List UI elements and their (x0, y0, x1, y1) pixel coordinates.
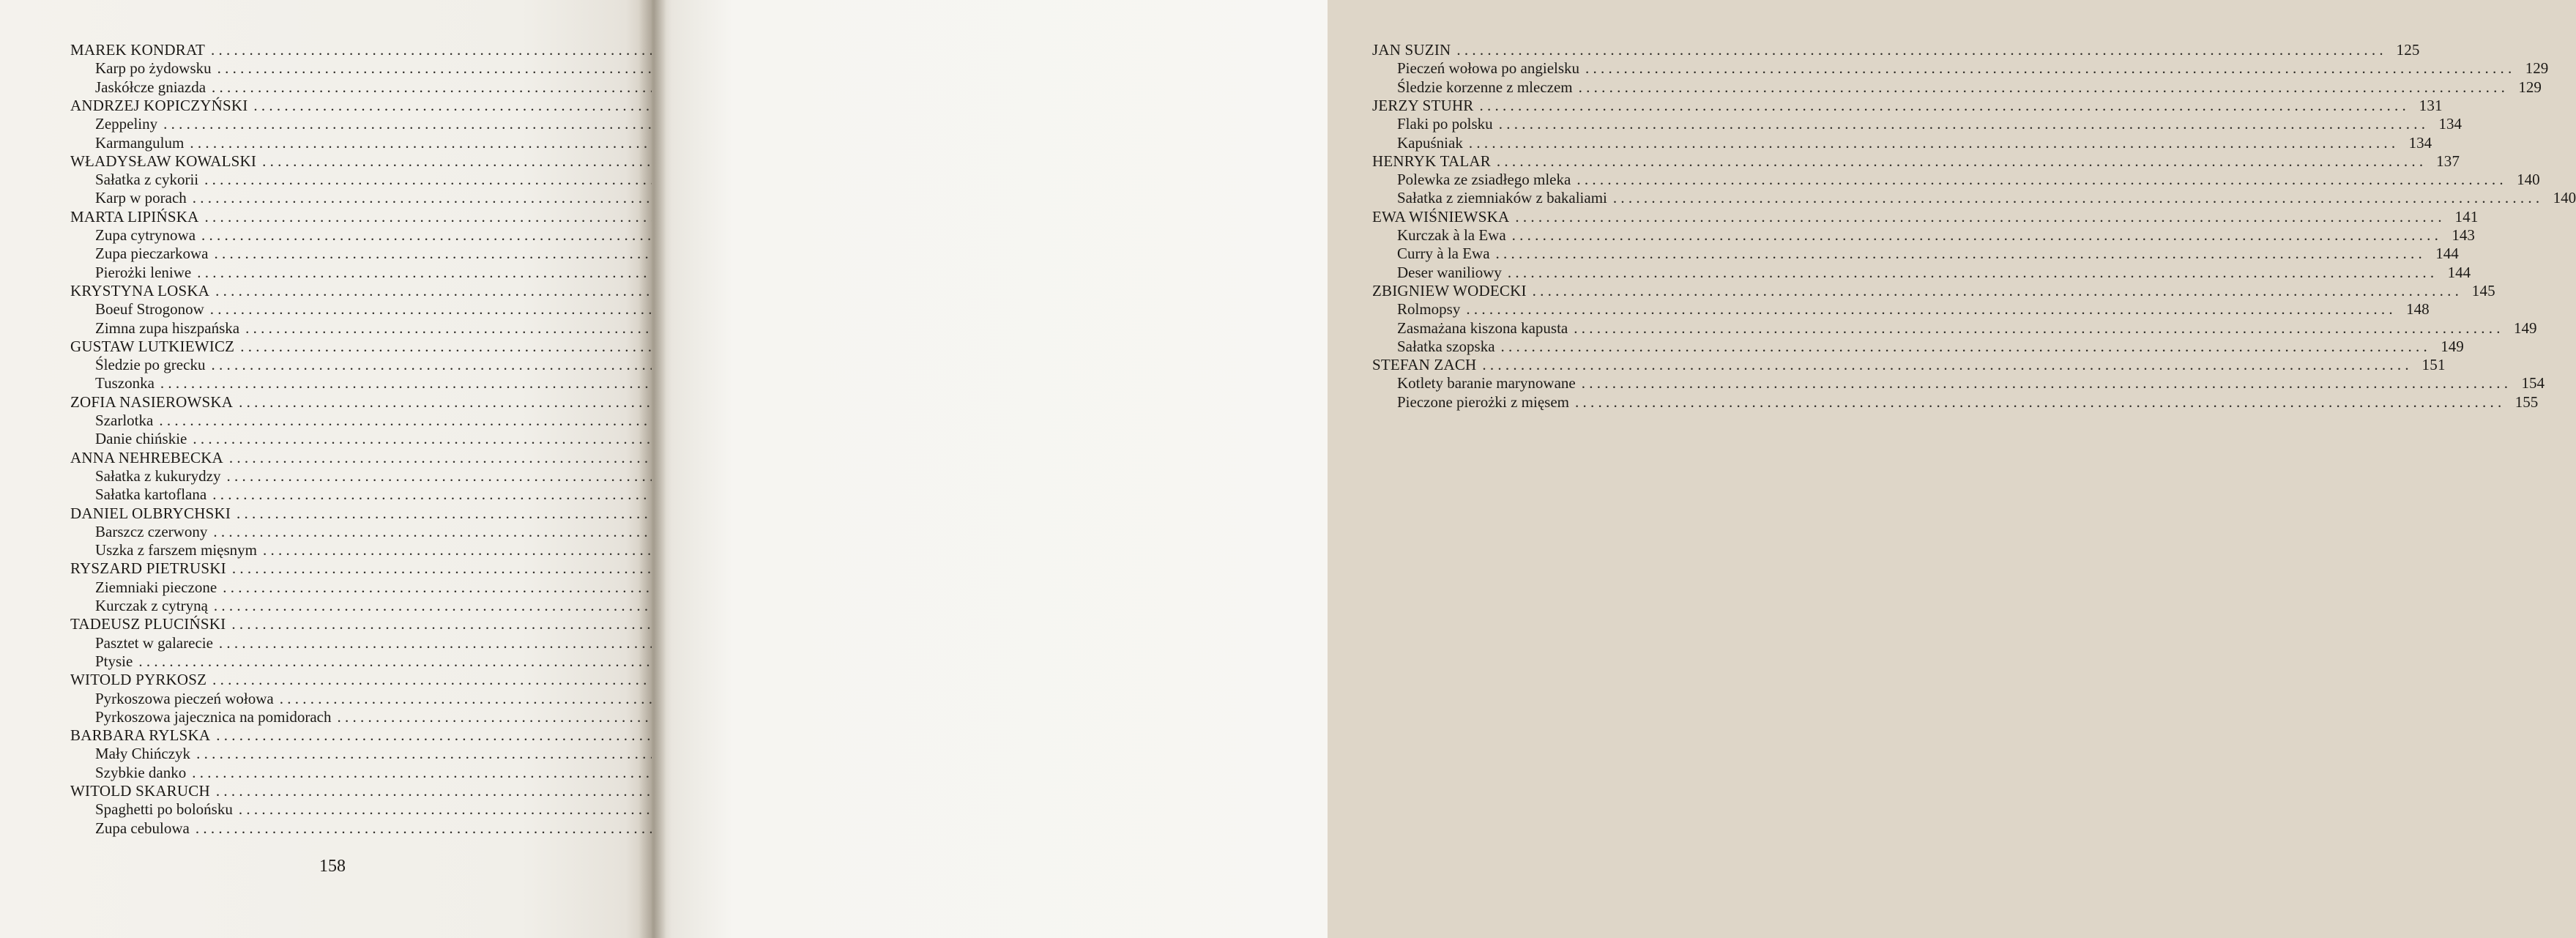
recipe-title: Flaki po polsku (1397, 115, 1493, 133)
recipe-title: Curry à la Ewa (1397, 245, 1490, 263)
toc-recipe-entry (70, 300, 593, 319)
toc-recipe-entry (1372, 337, 2464, 356)
author-name: MAREK KONDRAT (70, 41, 206, 59)
toc-author-entry (70, 97, 593, 115)
toc-author-entry (70, 671, 593, 689)
recipe-title: Danie chińskie (95, 430, 187, 448)
recipe-title: Pieczeń wołowa po angielsku (1397, 59, 1580, 78)
recipe-title: Kapuśniak (1397, 133, 1463, 152)
author-name: EWA WIŚNIEWSKA (1372, 207, 1510, 226)
author-name: JAN SUZIN (1372, 41, 1451, 59)
recipe-title: Spaghetti po bolońsku (95, 800, 233, 819)
author-name: WITOLD SKARUCH (70, 782, 210, 800)
toc-recipe-entry (70, 523, 593, 541)
toc-author-entry (70, 559, 593, 578)
page-reference: 134 (2438, 115, 2462, 133)
toc-recipe-entry (1372, 171, 2540, 189)
recipe-title: Ziemniaki pieczone (95, 578, 217, 596)
toc-author-entry (70, 41, 593, 59)
dot-leader (1533, 282, 2459, 300)
recipe-title: Mały Chińczyk (95, 745, 191, 763)
page-reference: 144 (2447, 263, 2471, 281)
toc-author-entry (1372, 281, 2495, 300)
author-name: JERZY STUHR (1372, 96, 1474, 114)
recipe-title: Śledzie po grecku (95, 356, 206, 374)
toc-recipe-entry (70, 134, 593, 152)
recipe-title: Kurczak à la Ewa (1397, 226, 1506, 244)
toc-author-entry (70, 615, 593, 633)
toc-author-entry (1372, 152, 2460, 171)
toc-author-entry (70, 338, 593, 356)
toc-recipe-entry (70, 764, 593, 782)
toc-recipe-entry (70, 578, 593, 597)
page-reference: 145 (2471, 281, 2495, 299)
dot-leader (1579, 78, 2505, 97)
dot-leader (1508, 264, 2434, 282)
author-name: ZOFIA NASIEROWSKA (70, 392, 234, 411)
recipe-title: Sałatka kartoflana (95, 485, 207, 504)
page-reference: 131 (2419, 96, 2443, 114)
toc-author-entry (1372, 96, 2443, 115)
recipe-title: Karp po żydowsku (95, 59, 212, 78)
recipe-title: Deser waniliowy (1397, 263, 1502, 281)
toc-recipe-entry (1372, 59, 2549, 78)
toc-author-entry (70, 782, 593, 800)
toc-recipe-entry (70, 430, 593, 448)
author-name: ANDRZEJ KOPICZYŃSKI (70, 96, 248, 114)
page-reference: 149 (2441, 337, 2464, 355)
author-name: RYSZARD PIETRUSKI (70, 559, 226, 578)
author-name: ZBIGNIEW WODECKI (1372, 281, 1527, 299)
toc-recipe-entry (70, 319, 593, 338)
dot-leader (1480, 97, 2406, 115)
toc-recipe-entry (70, 374, 593, 392)
recipe-title: Śledzie korzenne z mleczem (1397, 78, 1573, 96)
recipe-title: Kotlety baranie marynowane (1397, 374, 1576, 392)
dot-leader (1582, 374, 2508, 392)
recipe-title: Karmangulum (95, 133, 185, 152)
page-reference: 125 (2396, 41, 2420, 59)
page-reference: 140 (2553, 189, 2576, 207)
toc-recipe-entry (70, 467, 593, 485)
toc-recipe-entry (70, 115, 593, 133)
page-number: 158 (319, 857, 346, 876)
page-reference: 143 (2452, 226, 2475, 244)
recipe-title: Karp w porach (95, 189, 187, 207)
recipe-title: Zimna zupa hiszpańska (95, 319, 240, 337)
toc-recipe-entry (70, 745, 593, 763)
toc-author-entry (70, 152, 593, 171)
toc-author-entry (1372, 356, 2446, 374)
toc-recipe-entry (1372, 133, 2432, 152)
dot-leader (1469, 134, 2395, 152)
recipe-title: Zeppeliny (95, 115, 158, 133)
toc-recipe-entry (70, 59, 593, 78)
recipe-title: Pasztet w galarecie (95, 633, 213, 652)
toc-recipe-entry (70, 78, 593, 97)
page-reference: 129 (2525, 59, 2549, 78)
author-name: KRYSTYNA LOSKA (70, 281, 210, 299)
toc-recipe-entry (70, 652, 593, 671)
author-name: ANNA NEHREBECKA (70, 448, 223, 466)
recipe-title: Pyrkoszowa jajecznica na pomidorach (95, 707, 332, 726)
dot-leader (1613, 189, 2539, 207)
toc-recipe-entry (1372, 392, 2539, 412)
toc-recipe-entry (70, 485, 593, 504)
toc-recipe-entry (1372, 115, 2462, 133)
toc-recipe-entry (70, 634, 593, 652)
dot-leader (1515, 208, 2441, 226)
left-page (0, 0, 652, 938)
toc-recipe-entry (70, 541, 593, 559)
toc-recipe-entry (1372, 78, 2542, 97)
dot-leader (1499, 115, 2425, 133)
toc-author-entry (70, 208, 593, 226)
recipe-title: Kurczak z cytryną (95, 597, 208, 614)
dot-leader (1585, 59, 2512, 78)
dot-leader (1466, 300, 2392, 319)
dot-leader (1577, 171, 2503, 189)
dot-leader (1496, 245, 2422, 263)
page-reference: 141 (2454, 207, 2479, 226)
recipe-title: Zupa cebulowa (95, 819, 190, 837)
right-page (652, 0, 2576, 938)
page-reference: 140 (2517, 171, 2540, 189)
page-reference: 149 (2514, 319, 2537, 337)
page-reference: 151 (2421, 356, 2446, 374)
toc-recipe-entry (70, 412, 593, 430)
recipe-title: Boeuf Strogonow (95, 300, 204, 319)
toc-recipe-entry (1372, 245, 2459, 263)
dot-leader (1574, 319, 2500, 338)
toc-recipe-entry (1372, 189, 2576, 207)
recipe-title: Szarlotka (95, 412, 154, 429)
recipe-title: Sałatka z kukurydzy (95, 466, 221, 485)
recipe-title: Sałatka szopska (1397, 337, 1495, 355)
toc-recipe-entry (70, 800, 593, 819)
recipe-title: Sałatka z ziemniaków z bakaliami (1397, 189, 1607, 207)
author-name: WITOLD PYRKOSZ (70, 671, 207, 689)
author-name: GUSTAW LUTKIEWICZ (70, 337, 235, 355)
recipe-title: Tuszonka (95, 374, 155, 392)
toc-recipe-entry (70, 189, 593, 207)
page-reference: 148 (2406, 300, 2430, 319)
book-gutter (639, 0, 666, 938)
toc-recipe-entry (70, 171, 593, 189)
toc-author-entry (70, 726, 593, 745)
toc-author-entry (70, 449, 593, 467)
author-name: MARTA LIPIŃSKA (70, 207, 199, 226)
page-reference: 144 (2435, 245, 2459, 263)
recipe-title: Rolmopsy (1397, 300, 1461, 319)
toc-recipe-entry (1372, 319, 2537, 338)
recipe-title: Uszka z farszem mięsnym (95, 541, 258, 559)
dot-leader (1575, 393, 2501, 412)
toc-recipe-entry (70, 708, 593, 726)
dot-leader (1497, 152, 2423, 171)
author-name: TADEUSZ PLUCIŃSKI (70, 615, 226, 633)
toc-author-entry (1372, 41, 2420, 59)
dot-leader (1482, 356, 2408, 374)
recipe-title: Sałatka z cykorii (95, 171, 199, 189)
toc-recipe-entry (70, 264, 593, 282)
dot-leader (1501, 338, 2427, 356)
recipe-title: Jaskółcze gniazda (95, 78, 206, 96)
author-name: BARBARA RYLSKA (70, 726, 211, 745)
page-reference: 155 (2514, 392, 2539, 411)
toc-recipe-entry (70, 226, 593, 245)
toc-recipe-entry (70, 819, 593, 838)
toc-recipe-entry (70, 690, 593, 708)
page-reference: 134 (2408, 133, 2432, 152)
page-reference: 129 (2518, 78, 2542, 96)
dot-leader (1456, 41, 2383, 59)
dot-leader (1512, 226, 2438, 245)
toc-recipe-entry (70, 245, 593, 263)
recipe-title: Pieczone pierożki z mięsem (1397, 392, 1569, 411)
author-name: DANIEL OLBRYCHSKI (70, 504, 231, 522)
author-name: HENRYK TALAR (1372, 152, 1491, 170)
recipe-title: Ptysie (95, 652, 133, 670)
recipe-title: Polewka ze zsiadłego mleka (1397, 171, 1571, 189)
toc-recipe-entry (1372, 226, 2475, 245)
recipe-title: Zupa pieczarkowa (95, 245, 209, 263)
toc-author-entry (1372, 207, 2479, 226)
recipe-title: Pyrkoszowa pieczeń wołowa (95, 689, 274, 707)
toc-recipe-entry (70, 597, 593, 615)
toc-author-entry (70, 393, 593, 412)
author-name: STEFAN ZACH (1372, 356, 1477, 374)
toc-recipe-entry (1372, 300, 2430, 319)
toc-recipe-entry (70, 356, 593, 374)
recipe-title: Barszcz czerwony (95, 522, 208, 540)
author-name: WŁADYSŁAW KOWALSKI (70, 152, 257, 170)
toc-recipe-entry (1372, 374, 2545, 392)
recipe-title: Pierożki leniwe (95, 263, 192, 281)
page-reference: 137 (2436, 152, 2460, 170)
toc-author-entry (70, 505, 593, 523)
page-reference: 154 (2521, 374, 2545, 392)
recipe-title: Szybkie danko (95, 763, 187, 781)
toc-author-entry (70, 282, 593, 300)
recipe-title: Zasmażana kiszona kapusta (1397, 319, 1568, 337)
recipe-title: Zupa cytrynowa (95, 226, 196, 244)
toc-recipe-entry (1372, 263, 2471, 282)
